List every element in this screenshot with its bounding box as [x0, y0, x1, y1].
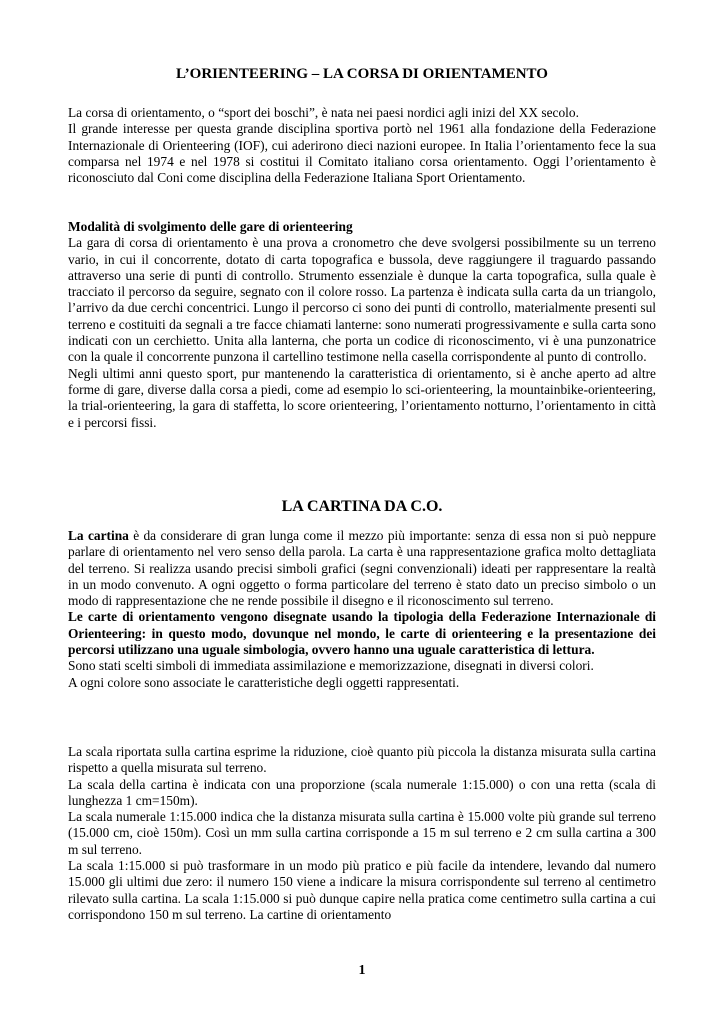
body-paragraph: La scala 1:15.000 si può trasformare in un modo più pratico e più facile da intendere, levando dal numero 15.000 gli ultimi due zero: il numero 150 viene a indicare la misura corrispondente sul terreno al centimetro rilevato sulla cartina. La scala 1:15.000 si può dunque capire nella pratica come centimetro sulla cartina a cui corrispondono 150 m sul terreno. La cartine di orientamento — [68, 858, 656, 922]
lead-term: La cartina — [68, 528, 129, 543]
intro-paragraph: Il grande interesse per questa grande disciplina sportiva portò nel 1961 alla fondazione della Federazione Internazionale di Orienteering (IOF), cui aderirono dieci nazioni europee. In Italia l’orientamento fece la sua comparsa nel 1974 e nel 1978 si costitui il Comitato italiano corsa orientamento. Oggi l’orientamento è riconosciuto dal Coni come disciplina della Federazione Italiana Sport Orientamento. — [68, 121, 656, 186]
body-paragraph: La scala numerale 1:15.000 indica che la distanza misurata sulla cartina è 15.000 volte più grande sul terreno (15.000 cm, cioè 150m). Così un mm sulla cartina corrisponde a 15 m sul terreno e 2 cm sulla cartina a 300 m sul terreno. — [68, 809, 656, 857]
bold-paragraph: Le carte di orientamento vengono disegnate usando la tipologia della Federazione Internazionale di Orienteering: in questo modo, dovunque nel mondo, le carte di orienteering e la presentazione dei percorsi utilizzano una uguale simbologia, ovvero hanno una uguale caratteristica di lettura. — [68, 609, 656, 658]
body-paragraph: A ogni colore sono associate le caratteristiche degli oggetti rappresentati. — [68, 674, 460, 690]
body-paragraph: La scala della cartina è indicata con una proporzione (scala numerale 1:15.000) o con una retta (scala di lunghezza 1 cm=150m). — [68, 776, 656, 808]
scala-section — [68, 744, 656, 923]
document-title: L’ORIENTEERING – LA CORSA DI ORIENTAMENTO — [176, 66, 548, 82]
modalita-section — [68, 219, 656, 431]
cartina-section — [68, 528, 656, 691]
section-title-cartina: LA CARTINA DA C.O. — [281, 498, 443, 515]
body-paragraph: La scala riportata sulla cartina esprime la riduzione, cioè quanto più piccola la distanza misurata sulla cartina rispetto a quella misurata sul terreno. — [68, 744, 656, 776]
intro-paragraph: La corsa di orientamento, o “sport dei boschi”, è nata nei paesi nordici agli inizi del XX secolo. — [68, 105, 579, 120]
body-paragraph: La gara di corsa di orientamento è una prova a cronometro che deve svolgersi possibilmente su un terreno vario, in cui il concorrente, dotato di carta topografica e bussola, deve raggiungere il traguardo passando attraverso una serie di punti di controllo. Strumento essenziale è dunque la carta topografica, sulla quale è tracciato il percorso da seguire, segnato con il colore rosso. La partenza è indicata sulla carta da un triangolo, l’arrivo da due cerchi concentrici. Lungo il percorso ci sono dei punti di controllo, materialmente presenti sul terreno e costituiti da segnali a tre facce chiamati lanterne: sono numerati progressivamente e sulla carta sono indicati con un cerchietto. Unita alla lanterna, che porta un codice di riconoscimento, vi è una punzonatrice con la quale il concorrente punzona il cartellino testimone nella casella corrispondente al punto di controllo. — [68, 235, 656, 365]
body-paragraph: Sono stati scelti simboli di immediata assimilazione e memorizzazione, disegnati in diversi colori. — [68, 658, 594, 674]
section-heading: Modalità di svolgimento delle gare di orienteering — [68, 219, 353, 234]
body-paragraph: Negli ultimi anni questo sport, pur mantenendo la caratteristica di orientamento, si è anche aperto ad altre forme di gare, diverse dalla corsa a piedi, come ad esempio lo sci-orienteering, la mountainbike-orienteering, la trial-orienteering, la gara di staffetta, lo score orienteering, l’orientamento notturno, l’orientamento in città e i percorsi fissi. — [68, 365, 656, 430]
page-number: 1 — [358, 963, 366, 978]
lead-text: è da considerare di gran lunga come il mezzo più importante: senza di essa non si può neppure parlare di orientamento nel vero senso della parola. La carta è una rappresentazione grafica molto dettagliata del terreno. Si realizza usando precisi simboli grafici (segni convenzionali) ideati per rappresentare la realtà in un modo convenuto. A ogni oggetto o forma particolare del terreno è stato dato un preciso simbolo o un modo di rappresentazione che ne rende possibile il disegno e il riconoscimento sul terreno. — [68, 528, 656, 609]
intro-section — [68, 105, 656, 186]
body-paragraph — [68, 528, 656, 609]
